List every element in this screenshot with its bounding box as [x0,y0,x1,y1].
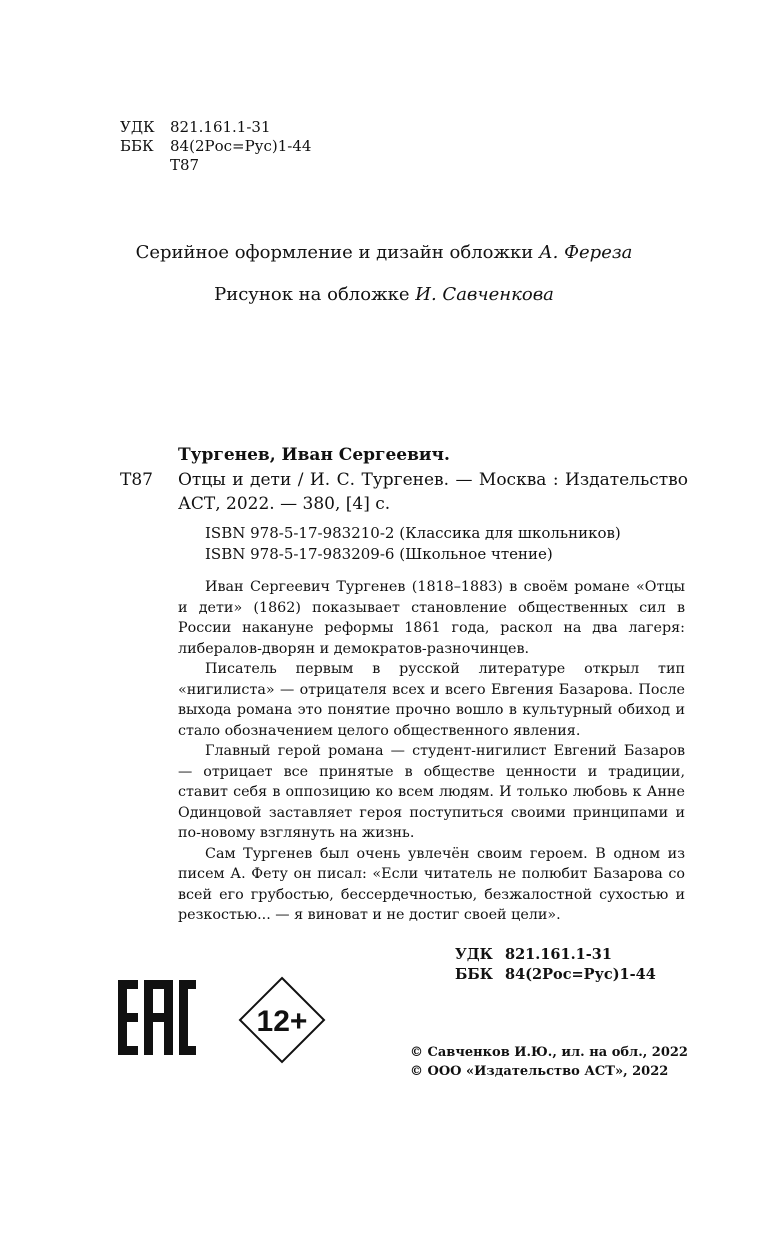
bbk-label: ББК [120,137,154,155]
isbn-block [205,523,621,565]
copyright-line-1: © Савченков И.Ю., ил. на обл., 2022 [410,1045,688,1060]
author-code: Т87 [120,470,153,490]
annotation-paragraph-1: Иван Сергеевич Тургенев (1818–1883) в своём романе «Отцы и дети» (1862) показывает становление общественных сил в России накануне реформы 1861 года, раскол на два лагеря: либералов-дворян и демократов-разночинцев. [178,579,685,657]
udk-value-bottom: 821.161.1-31 [505,946,612,963]
bbk-label-bottom: ББК [455,966,493,983]
author-heading: Тургенев, Иван Сергеевич. [178,445,450,465]
annotation-paragraph-4: Сам Тургенев был очень увлечён своим героем. В одном из писем А. Фету он писал: «Если читатель не полюбит Базарова со всей его грубостью, бессердечностью, безжалостной сухостью и резкостью... — я виноват и не достиг своей цели». [178,845,685,923]
design-credit-text: Серийное оформление и дизайн обложки [135,242,534,263]
udk-value: 821.161.1-31 [170,118,271,136]
bbk-value-bottom: 84(2Рос=Рус)1-44 [505,966,656,983]
author-code-row [120,156,311,175]
bbk-value: 84(2Рос=Рус)1-44 [170,137,312,155]
cover-credit-text: Рисунок на обложке [214,284,410,305]
isbn-line-2: ISBN 978-5-17-983209-6 (Школьное чтение) [205,545,553,563]
udk-label-bottom: УДК [455,946,493,963]
bbk-row-bottom [455,965,656,985]
annotation-paragraph-2: Писатель первым в русской литературе открыл тип «нигилиста» — отрицателя всех и всего Евгения Базарова. После выхода романа это понятие прочно вошло в культурный обиход и стало обозначением целого общественного явления. [178,661,685,739]
udk-label: УДК [120,118,155,136]
udk-row [120,118,311,137]
author-code-label [120,156,170,175]
annotation-paragraph-3: Главный герой романа — студент-нигилист Евгений Базаров — отрицает все принятые в обществе ценности и традиции, ставит себя в оппозицию ко всем людям. И только любовь к Анне Одинцовой заставляет героя поступиться своими принципами и по-новому взглянуть на жизнь. [178,743,685,841]
title-description: Отцы и дети / И. С. Тургенев. — Москва : Издательство АСТ, 2022. — 380, [4] с. [178,470,688,514]
udk-row-bottom [455,945,656,965]
design-credit-name: А. Фереза [539,242,633,263]
age-rating-badge [238,976,326,1068]
annotation [178,577,685,926]
isbn-line-1: ISBN 978-5-17-983210-2 (Классика для школьников) [205,524,621,542]
bbk-row [120,137,311,156]
author-code-value: Т87 [170,156,200,174]
cover-credit-name: И. Савченкова [415,284,554,305]
cover-credit [0,284,768,305]
copyright-line-2: © ООО «Издательство АСТ», 2022 [410,1064,669,1079]
copyright-block [410,1043,688,1081]
classification-block-bottom [455,945,656,985]
eac-mark-icon [118,980,196,1059]
classification-block-top [120,118,311,175]
design-credit [0,242,768,263]
age-rating-text: 12+ [256,1005,308,1038]
